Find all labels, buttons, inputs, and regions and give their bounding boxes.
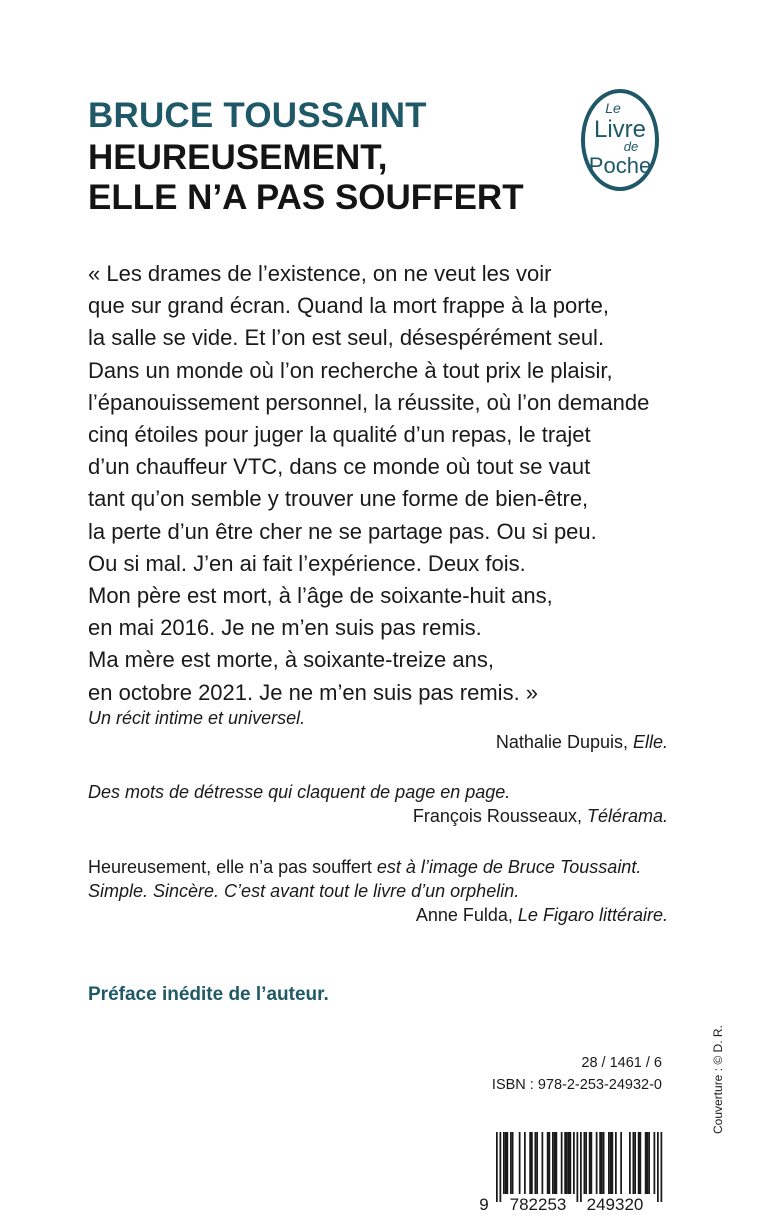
back-cover-blurb: [88, 258, 728, 709]
barcode-bar: [648, 1132, 650, 1194]
review-quote-italic: est à l’image de Bruce Toussaint.: [376, 857, 642, 877]
review-critic: François Rousseaux,: [412, 806, 587, 826]
barcode-bar: [661, 1132, 663, 1202]
barcode-bar: [542, 1132, 544, 1194]
blurb-line: en octobre 2021. Je ne m’en suis pas remis. »: [88, 679, 539, 705]
barcode-bar: [505, 1132, 507, 1194]
barcode-bar: [629, 1132, 631, 1194]
review-figaro: [88, 855, 668, 927]
blurb-line: en mai 2016. Je ne m’en suis pas remis.: [88, 615, 482, 641]
blurb-line: l’épanouissement personnel, la réussite, où l’on demande: [88, 389, 650, 415]
barcode-bar: [561, 1132, 563, 1194]
isbn-barcode: [476, 1130, 670, 1212]
barcode-bar: [535, 1132, 537, 1194]
logo-text-poche: Poche: [588, 153, 652, 178]
isbn: ISBN : 978-2-253-24932-0: [491, 1077, 662, 1093]
barcode-bar: [547, 1132, 549, 1194]
barcode-bar: [615, 1132, 617, 1194]
barcode-bar: [638, 1132, 640, 1194]
review-critic: Nathalie Dupuis,: [495, 732, 633, 752]
author-name: BRUCE TOUSSAINT: [88, 96, 427, 135]
review-source: [88, 903, 668, 927]
barcode-bar: [612, 1132, 614, 1194]
barcode-bar: [585, 1132, 587, 1194]
blurb-line: la salle se vide. Et l’on est seul, désespérément seul.: [88, 325, 605, 351]
barcode-bar: [645, 1132, 647, 1194]
review-quote: Un récit intime et universel.: [88, 708, 306, 728]
barcode-bar: [570, 1132, 572, 1194]
logo-text-le: Le: [605, 100, 621, 116]
barcode-bar: [564, 1132, 566, 1194]
catalog-info: [492, 1052, 662, 1096]
barcode-bar: [640, 1132, 642, 1194]
barcode-bar: [596, 1132, 598, 1194]
blurb-line: que sur grand écran. Quand la mort frappe à la porte,: [88, 293, 609, 319]
book-title: [88, 138, 524, 218]
blurb-line: cinq étoiles pour juger la qualité d’un repas, le trajet: [88, 422, 591, 448]
barcode-lead-digit: 9: [479, 1195, 489, 1212]
barcode-bar: [580, 1132, 582, 1202]
barcode-left-digits: 782253: [509, 1195, 567, 1212]
barcode-bar: [512, 1132, 514, 1194]
logo-text-de: de: [623, 139, 639, 154]
book-title-line-2: ELLE N’A PAS SOUFFERT: [88, 178, 524, 217]
barcode-bar: [536, 1132, 538, 1194]
review-outlet: Elle.: [632, 732, 668, 752]
barcode-bar: [500, 1132, 502, 1202]
blurb-line: la perte d’un être cher ne se partage pas. Ou si peu.: [88, 518, 597, 544]
review-source: [88, 730, 668, 754]
barcode-bar: [529, 1132, 531, 1194]
barcode-bar: [496, 1132, 498, 1202]
barcode-right-digits: 249320: [586, 1195, 644, 1212]
cover-credit: Couverture : © D. R.: [711, 1025, 725, 1134]
barcode-bar: [556, 1132, 558, 1194]
publisher-logo: [580, 88, 660, 192]
barcode-bar: [568, 1132, 570, 1194]
book-title-line-1: HEUREUSEMENT,: [88, 138, 388, 177]
review-quote-plain: Heureusement, elle n’a pas souffert: [88, 857, 377, 877]
barcode-bar: [591, 1132, 593, 1194]
review-quote: Des mots de détresse qui claquent de page en page.: [88, 782, 511, 802]
blurb-line: Dans un monde où l’on recherche à tout prix le plaisir,: [88, 357, 613, 383]
barcode-bar: [620, 1132, 622, 1194]
barcode-bar: [601, 1132, 603, 1194]
barcode-bar: [503, 1132, 505, 1194]
barcode-bar: [549, 1132, 551, 1194]
barcode-bar: [524, 1132, 526, 1194]
barcode-bar: [577, 1132, 579, 1202]
barcode-bar: [610, 1132, 612, 1194]
review-telerama: [88, 780, 668, 828]
review-quote-line-1: [88, 855, 668, 879]
barcode-bar: [589, 1132, 591, 1194]
barcode-bar: [554, 1132, 556, 1194]
barcode-bar: [657, 1132, 659, 1202]
review-quote-line-2: Simple. Sincère. C’est avant tout le livre d’un orphelin.: [88, 881, 520, 901]
barcode-bar: [573, 1132, 575, 1194]
review-outlet: Télérama.: [586, 806, 668, 826]
blurb-line: Ma mère est morte, à soixante-treize ans,: [88, 647, 494, 673]
barcode-bar: [584, 1132, 586, 1194]
barcode-bar: [634, 1132, 636, 1194]
preface-note: Préface inédite de l’auteur.: [88, 984, 329, 1005]
catalog-code: 28 / 1461 / 6: [581, 1055, 662, 1071]
barcode-bar: [552, 1132, 554, 1194]
blurb-line: Mon père est mort, à l’âge de soixante-huit ans,: [88, 583, 553, 609]
review-critic: Anne Fulda,: [415, 905, 518, 925]
blurb-line: « Les drames de l’existence, on ne veut les voir: [88, 261, 552, 286]
barcode-bar: [603, 1132, 605, 1194]
blurb-line: d’un chauffeur VTC, dans ce monde où tout se vaut: [88, 454, 591, 480]
barcode-bar: [531, 1132, 533, 1194]
logo-text-livre: Livre: [593, 116, 647, 143]
blurb-line: tant qu’on semble y trouver une forme de bien-être,: [88, 486, 589, 512]
barcode-bar: [633, 1132, 635, 1194]
barcode-bar: [566, 1132, 568, 1194]
review-outlet: Le Figaro littéraire.: [517, 905, 668, 925]
review-elle: [88, 706, 668, 754]
barcode-bar: [599, 1132, 601, 1194]
barcode-bar: [608, 1132, 610, 1194]
review-source: [88, 804, 668, 828]
barcode-bar: [507, 1132, 509, 1194]
barcode-bar: [654, 1132, 656, 1194]
barcode-bar: [510, 1132, 512, 1194]
barcode-bar: [519, 1132, 521, 1194]
blurb-line: Ou si mal. J’en ai fait l’expérience. Deux fois.: [88, 550, 526, 576]
barcode-bar: [647, 1132, 649, 1194]
